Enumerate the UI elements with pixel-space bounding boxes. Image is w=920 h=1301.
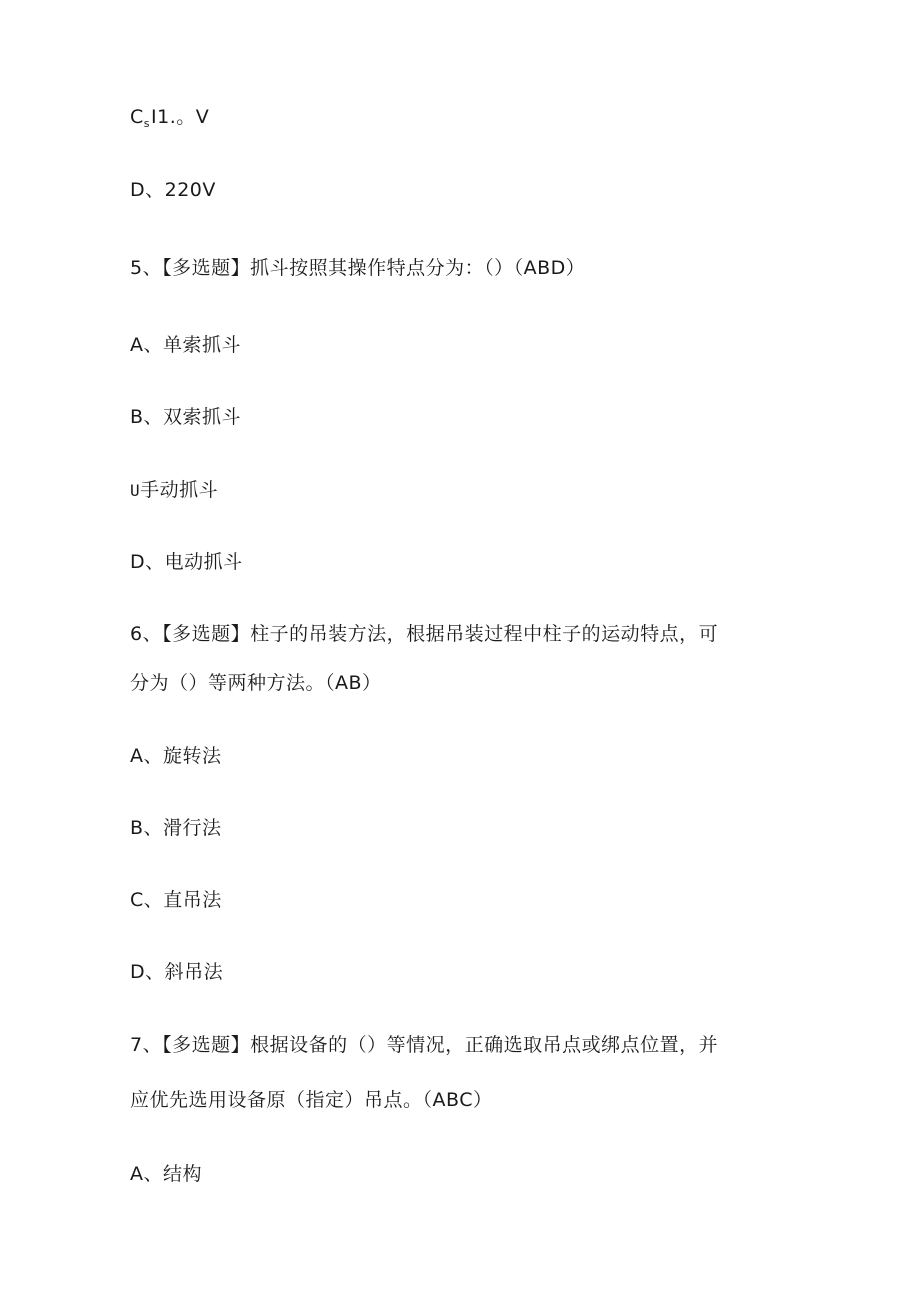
- option-c-letter: C: [130, 106, 144, 128]
- option-c-subscript: s: [143, 117, 151, 130]
- option-d-q4: D、220V: [130, 179, 216, 201]
- option-c-q4: [130, 105, 209, 136]
- option-d-q6: D、斜吊法: [130, 961, 224, 983]
- question-6-line-2: 分为（）等两种方法。（AB）: [130, 672, 382, 694]
- question-5: 5、【多选题】抓斗按照其操作特点分为：（）（ABD）: [130, 257, 586, 279]
- option-d-q5: D、电动抓斗: [130, 551, 243, 573]
- option-c-q5-text: 手动抓斗: [140, 479, 219, 501]
- option-b-q6: B、滑行法: [130, 817, 222, 839]
- question-7-line-2: 应优先选用设备原（指定）吊点。（ABC）: [130, 1089, 493, 1111]
- option-a-q5: A、单索抓斗: [130, 334, 241, 356]
- option-c-text: I1.。V: [151, 106, 210, 128]
- option-c-q5: [130, 478, 218, 503]
- question-6-line-1: 6、【多选题】柱子的吊装方法，根据吊装过程中柱子的运动特点，可: [130, 623, 719, 645]
- option-c-q5-prefix: U: [130, 481, 141, 500]
- question-7-line-1: 7、【多选题】根据设备的（）等情况，正确选取吊点或绑点位置，并: [130, 1034, 719, 1056]
- option-a-q6: A、旋转法: [130, 745, 222, 767]
- option-c-q6: C、直吊法: [130, 889, 222, 911]
- option-a-q7: A、结构: [130, 1163, 202, 1185]
- option-b-q5: B、双索抓斗: [130, 406, 242, 428]
